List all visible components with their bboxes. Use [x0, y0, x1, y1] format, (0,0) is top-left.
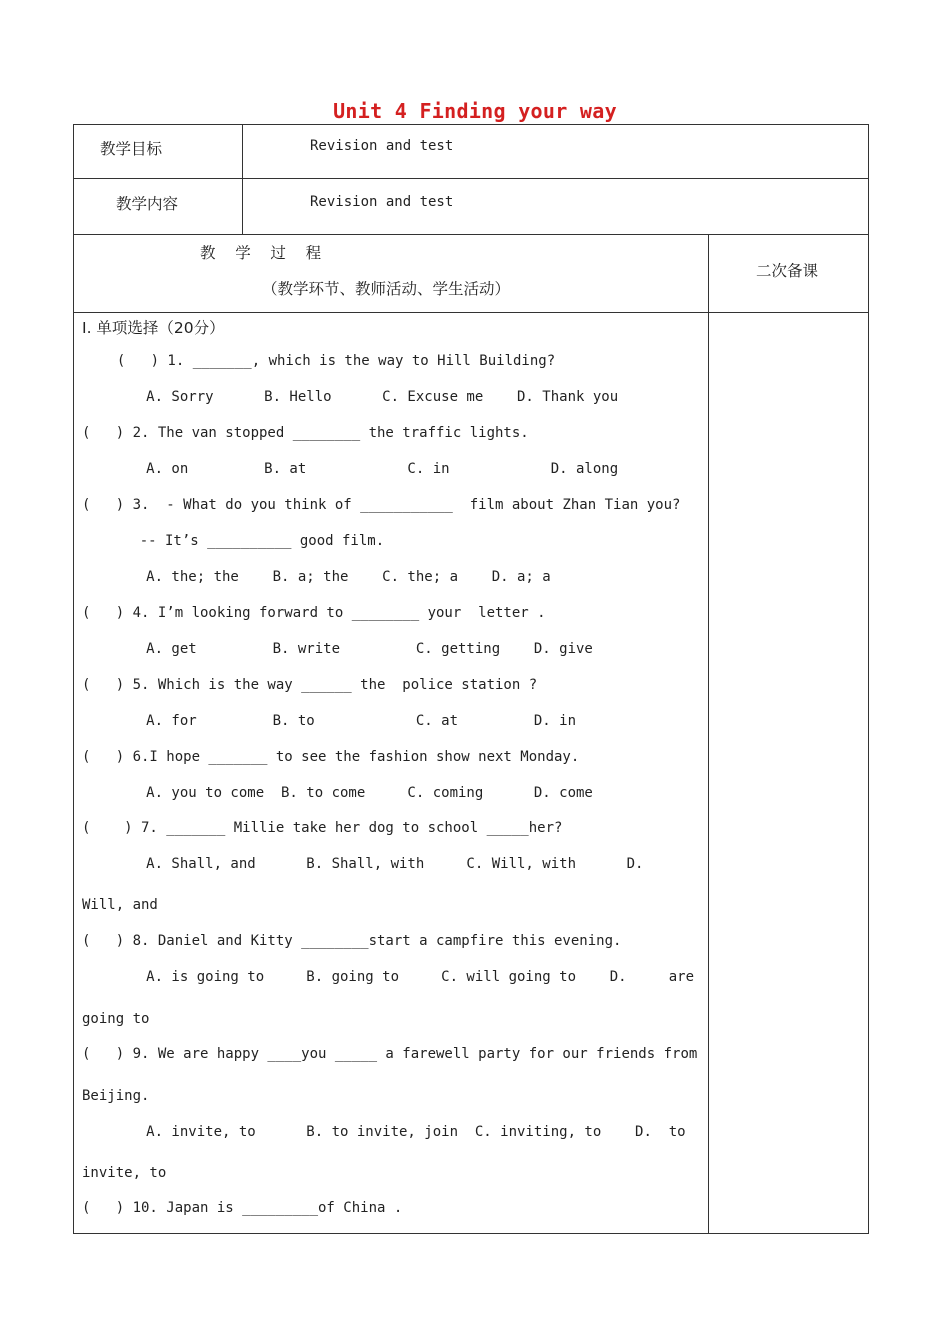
option-line: A. the; the B. a; the C. the; a D. a; a — [104, 569, 551, 585]
option-line: A. Sorry B. Hello C. Excuse me D. Thank you — [104, 389, 619, 405]
option-line: A. invite, to B. to invite, join C. inviting, to D. to — [104, 1124, 686, 1140]
content-label: 教学内容 — [116, 195, 179, 213]
question-line: ( ) 2. The van stopped ________ the traffic lights. — [82, 425, 529, 441]
answer-line: -- It’s __________ good film. — [106, 533, 385, 549]
process-subheading: （教学环节、教师活动、学生活动） — [262, 280, 511, 298]
secondary-prep-heading: 二次备课 — [756, 262, 819, 280]
question-line: ( ) 4. I’m looking forward to ________ your letter . — [82, 605, 546, 621]
table-rule — [708, 234, 709, 1234]
option-line: A. on B. at C. in D. along — [104, 461, 619, 477]
option-line: A. for B. to C. at D. in — [104, 713, 577, 729]
option-line: A. you to come B. to come C. coming D. come — [104, 785, 593, 801]
table-rule — [73, 178, 869, 179]
option-line: going to — [82, 1011, 150, 1027]
option-line: A. Shall, and B. Shall, with C. Will, with D. — [104, 856, 644, 872]
table-rule — [73, 234, 869, 235]
section-heading: I. 单项选择（20分） — [82, 319, 225, 337]
question-line: ( ) 10. Japan is _________of China . — [82, 1200, 403, 1216]
process-heading: 教 学 过 程 — [200, 244, 322, 262]
table-rule — [242, 124, 243, 235]
option-line: Will, and — [82, 897, 158, 913]
option-line: invite, to — [82, 1165, 167, 1181]
question-line: ( ) 1. _______, which is the way to Hill Building? — [100, 353, 556, 369]
page-title: Unit 4 Finding your way — [333, 99, 617, 123]
objective-label: 教学目标 — [100, 140, 163, 158]
option-line: A. get B. write C. getting D. give — [104, 641, 593, 657]
question-line: ( ) 6.I hope _______ to see the fashion show next Monday. — [82, 749, 580, 765]
question-line: ( ) 3. - What do you think of ___________ film about Zhan Tian you? — [82, 497, 681, 513]
objective-value: Revision and test — [310, 138, 454, 154]
option-line: A. is going to B. going to C. will going to D. are — [104, 969, 695, 985]
table-rule — [73, 312, 869, 313]
content-value: Revision and test — [310, 194, 454, 210]
question-line: ( ) 7. _______ Millie take her dog to school _____her? — [82, 820, 563, 836]
question-line: ( ) 8. Daniel and Kitty ________start a campfire this evening. — [82, 933, 622, 949]
question-line: ( ) 5. Which is the way ______ the police station ? — [82, 677, 538, 693]
question-line: ( ) 9. We are happy ____you _____ a farewell party for our friends from — [82, 1046, 698, 1062]
question-line: Beijing. — [82, 1088, 150, 1104]
